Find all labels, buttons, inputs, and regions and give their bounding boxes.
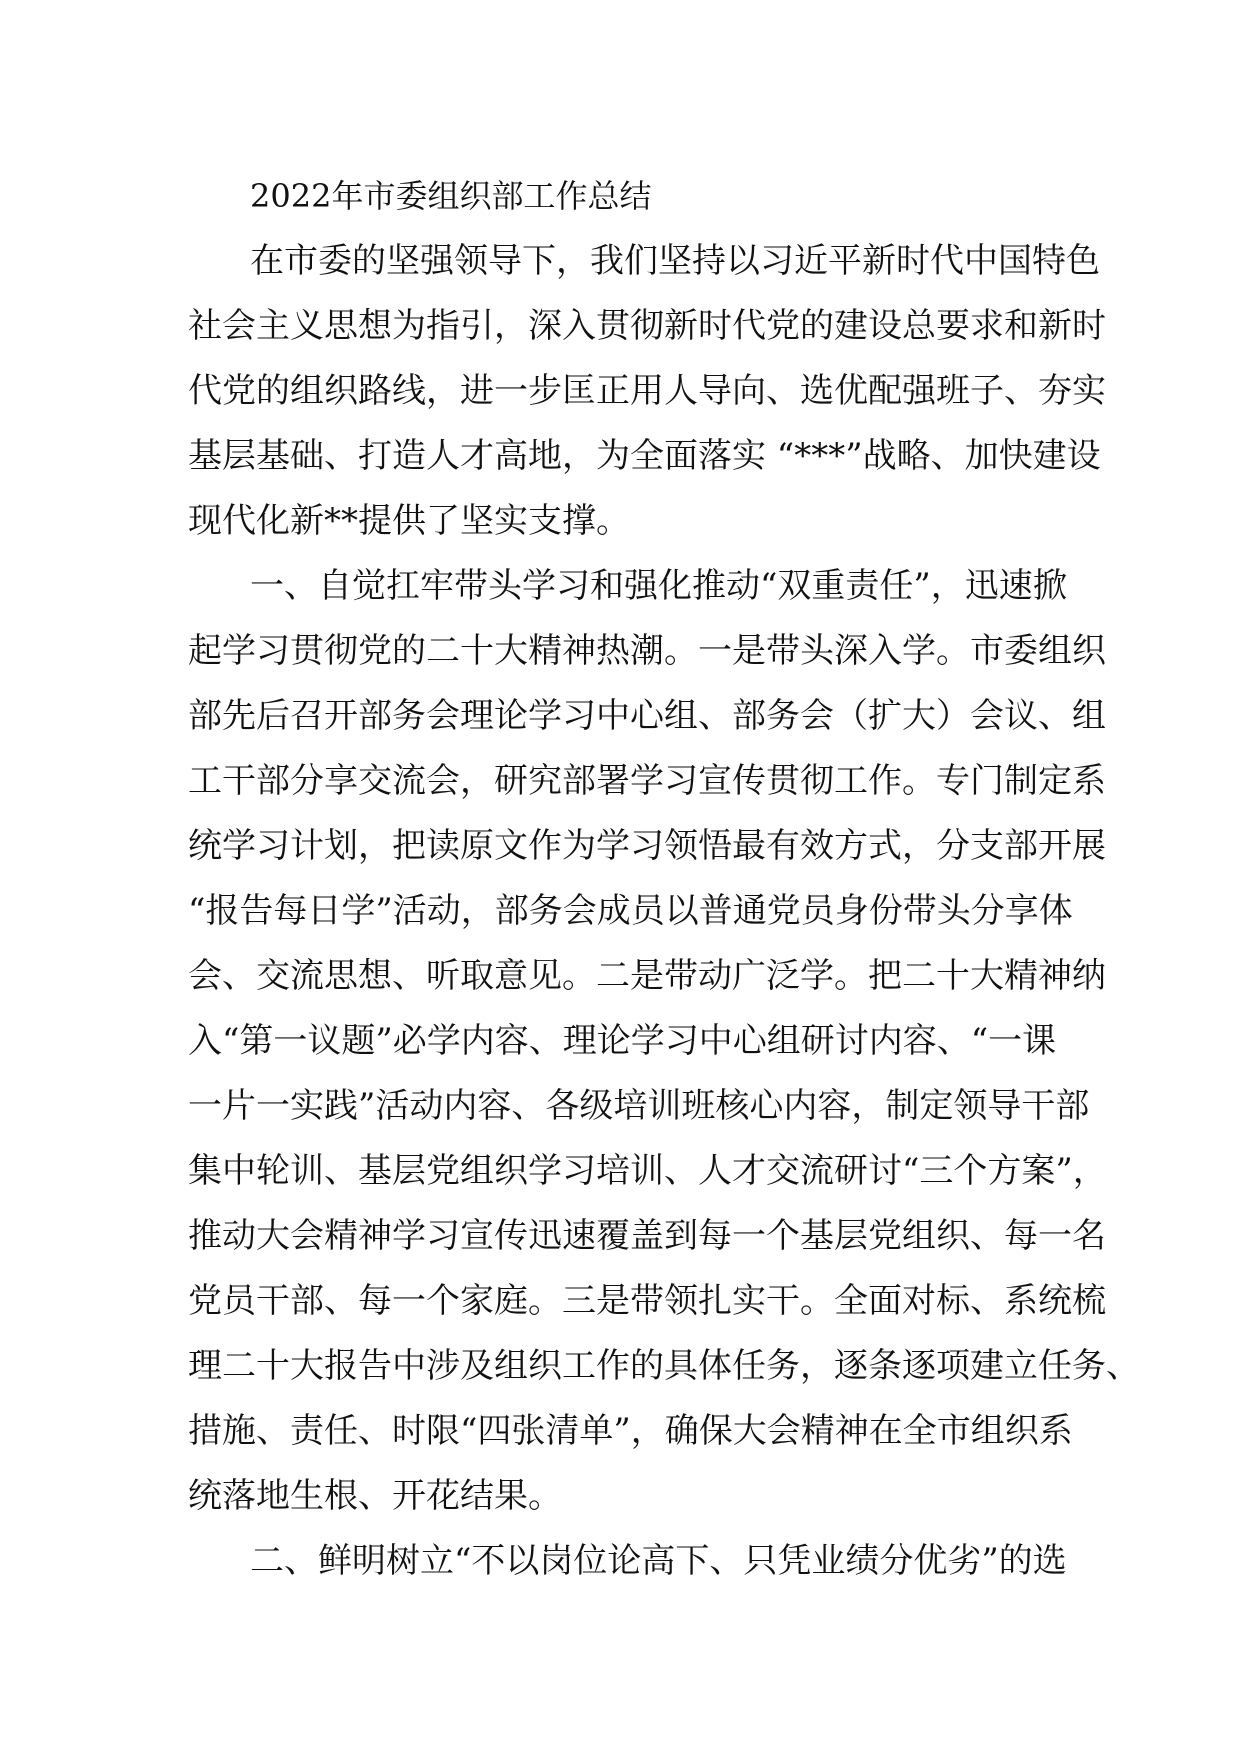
text-line: 集中轮训、基层党组织学习培训、人才交流研讨“三个方案”， — [188, 1151, 1107, 1191]
text-line: 入“第一议题”必学内容、理论学习中心组研讨内容、“一课 — [188, 1021, 1057, 1061]
text-line: 起学习贯彻党的二十大精神热潮。一是带头深入学。市委组织 — [188, 631, 1106, 671]
text-line: 工干部分享交流会，研究部署学习宣传贯彻工作。专门制定系 — [188, 761, 1106, 801]
text-line: 统落地生根、开花结果。 — [188, 1476, 562, 1516]
document-body — [188, 164, 1140, 1594]
text-line: 理二十大报告中涉及组织工作的具体任务，逐条逐项建立任务、 — [188, 1346, 1140, 1386]
text-line: 一、自觉扛牢带头学习和强化推动“双重责任”，迅速掀 — [250, 566, 1067, 606]
paragraph-intro — [188, 229, 1106, 554]
text-line: 推动大会精神学习宣传迅速覆盖到每一个基层党组织、每一名 — [188, 1216, 1106, 1256]
text-line: 一片一实践”活动内容、各级培训班核心内容，制定领导干部 — [188, 1086, 1090, 1126]
text-line: 现代化新**提供了坚实支撑。 — [188, 501, 630, 541]
paragraph-section-two — [188, 1529, 1068, 1594]
text-line: 基层基础、打造人才高地，为全面落实 “***”战略、加快建设 — [188, 436, 1101, 476]
text-line: 措施、责任、时限“四张清单”，确保大会精神在全市组织系 — [188, 1411, 1073, 1451]
text-line: 二、鲜明树立“不以岗位论高下、只凭业绩分优劣”的选 — [250, 1541, 1067, 1581]
text-line: 在市委的坚强领导下，我们坚持以习近平新时代中国特色 — [250, 241, 1100, 281]
text-line: 部先后召开部务会理论学习中心组、部务会（扩大）会议、组 — [188, 696, 1106, 736]
text-line: “报告每日学”活动，部务会成员以普通党员身份带头分享体 — [188, 891, 1073, 931]
text-line: 党员干部、每一个家庭。三是带领扎实干。全面对标、系统梳 — [188, 1281, 1106, 1321]
text-line: 会、交流思想、听取意见。二是带动广泛学。把二十大精神纳 — [188, 956, 1106, 996]
text-line: 代党的组织路线，进一步匡正用人导向、选优配强班子、夯实 — [188, 371, 1106, 411]
text-line: 社会主义思想为指引，深入贯彻新时代党的建设总要求和新时 — [188, 306, 1106, 346]
paragraph-section-one — [188, 554, 1140, 1529]
document-title: 2022年市委组织部工作总结 — [250, 177, 652, 215]
text-line: 统学习计划，把读原文作为学习领悟最有效方式，分支部开展 — [188, 826, 1106, 866]
